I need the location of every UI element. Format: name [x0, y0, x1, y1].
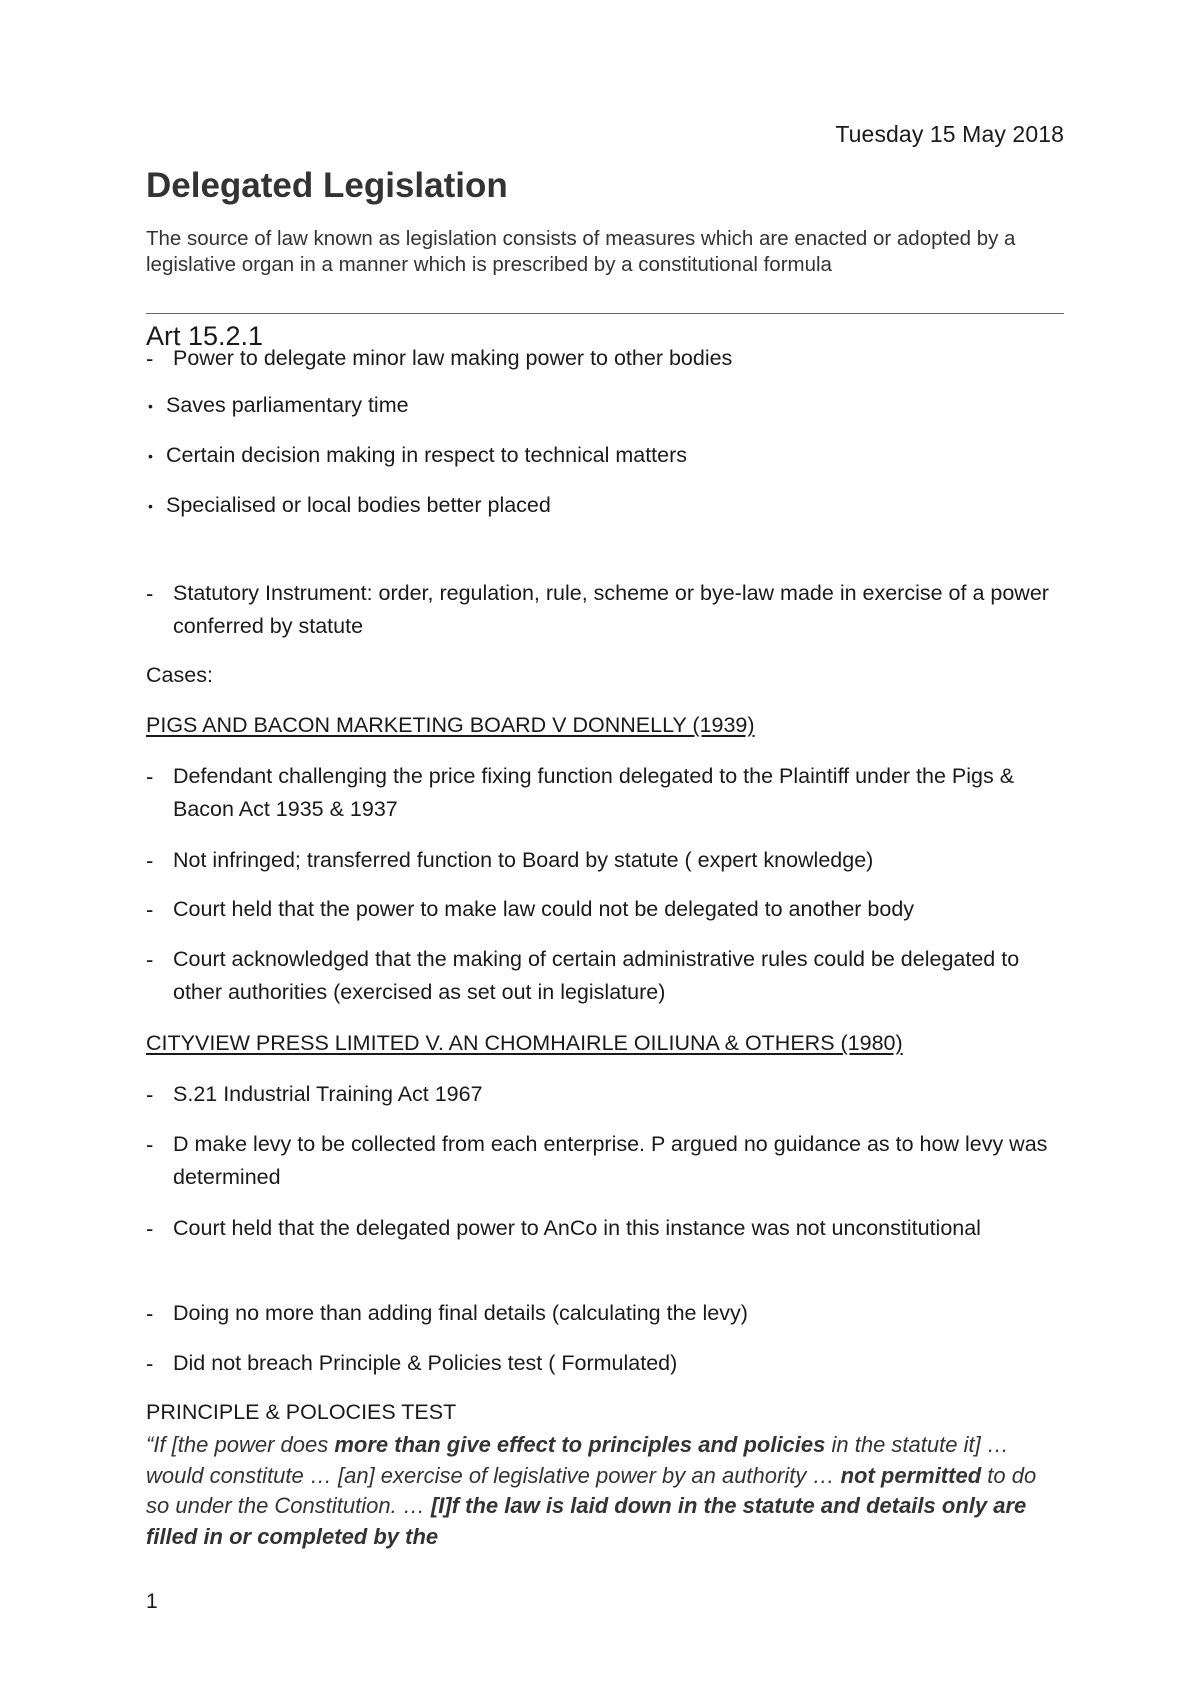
list-item-text: Court acknowledged that the making of certain administrative rules could be delegated to other authorities (exercised as set out in legislature) — [173, 947, 1020, 1004]
list-item-text: Statutory Instrument: order, regulation, rule, scheme or bye-law made in exercise of a power conferred by statute — [173, 581, 1049, 638]
bullet-marker: • — [148, 448, 153, 464]
list-item — [146, 342, 1064, 375]
page-number: 1 — [146, 1590, 158, 1613]
list-item — [146, 1347, 1064, 1380]
test-heading: PRINCIPLE & POLOCIES TEST — [146, 1400, 457, 1424]
list-item — [146, 1212, 1064, 1245]
dash-marker: - — [146, 1351, 154, 1376]
list-item-text: Defendant challenging the price fixing function delegated to the Plaintiff under the Pigs & Bacon Act 1935 & 1937 — [173, 764, 1015, 821]
quote-emphasis: [I]f the law is laid down in the statute and details only are filled in or completed by the — [146, 1493, 1027, 1549]
document-date: Tuesday 15 May 2018 — [835, 121, 1064, 147]
list-item-text: Saves parliamentary time — [166, 393, 409, 417]
list-item-text: Court held that the power to make law could not be delegated to another body — [173, 897, 915, 921]
list-item-text: Court held that the delegated power to AnCo in this instance was not unconstitutional — [173, 1216, 981, 1240]
list-item — [146, 844, 1064, 877]
dash-marker: - — [146, 1216, 154, 1241]
list-item-text: Power to delegate minor law making power to other bodies — [173, 346, 733, 370]
dash-marker: - — [146, 346, 154, 371]
list-item-text: Specialised or local bodies better placed — [166, 493, 551, 517]
quote-emphasis: more than give effect to principles and policies — [334, 1432, 826, 1457]
bullet-marker: • — [148, 498, 153, 514]
document-page — [146, 0, 1064, 1696]
list-item-text: Did not breach Principle & Policies test ( Formulated) — [173, 1351, 678, 1375]
section-heading: Art 15.2.1 — [146, 321, 264, 351]
list-item — [146, 943, 1064, 1009]
list-item — [146, 760, 1064, 826]
dash-marker: - — [146, 897, 154, 922]
intro-paragraph: The source of law known as legislation consists of measures which are enacted or adopted by a legislative organ in a manner which is prescribed by a constitutional formula — [146, 227, 1016, 276]
list-item — [146, 577, 1064, 643]
case-title: PIGS AND BACON MARKETING BOARD V DONNELLY (1939) — [146, 713, 755, 737]
test-quote — [146, 1430, 1064, 1552]
list-item-text: Doing no more than adding final details (calculating the levy) — [173, 1301, 748, 1325]
list-item — [146, 1078, 1064, 1111]
dash-marker: - — [146, 1301, 154, 1326]
quote-emphasis: not permitted — [840, 1462, 982, 1488]
dash-marker: - — [146, 1132, 154, 1157]
list-item-text: S.21 Industrial Training Act 1967 — [173, 1082, 483, 1106]
dash-marker: - — [146, 848, 154, 873]
list-item — [146, 893, 1064, 926]
list-item — [146, 439, 1064, 472]
list-item-text: Certain decision making in respect to technical matters — [166, 443, 688, 467]
case-title: CITYVIEW PRESS LIMITED V. AN CHOMHAIRLE OILIUNA & OTHERS (1980) — [146, 1031, 903, 1055]
list-item-text: Not infringed; transferred function to Board by statute ( expert knowledge) — [173, 848, 874, 872]
dash-marker: - — [146, 581, 154, 606]
list-item — [146, 1128, 1064, 1194]
horizontal-divider — [146, 313, 1064, 314]
cases-label: Cases: — [146, 663, 213, 687]
list-item — [146, 389, 1064, 422]
dash-marker: - — [146, 947, 154, 972]
list-item — [146, 1297, 1064, 1330]
quote-text: “If [the power does — [146, 1432, 335, 1457]
bullet-marker: • — [148, 398, 153, 414]
dash-marker: - — [146, 764, 154, 789]
list-item — [146, 489, 1064, 522]
quote-text: to do so under the Constitution. … — [146, 1462, 1037, 1518]
quote-text: in the statute it] … would constitute … [an] exercise of legislative power by an authority … — [146, 1432, 1009, 1488]
dash-marker: - — [146, 1082, 154, 1107]
list-item-text: D make levy to be collected from each enterprise. P argued no guidance as to how levy was determined — [173, 1132, 1048, 1189]
document-title: Delegated Legislation — [146, 166, 508, 205]
